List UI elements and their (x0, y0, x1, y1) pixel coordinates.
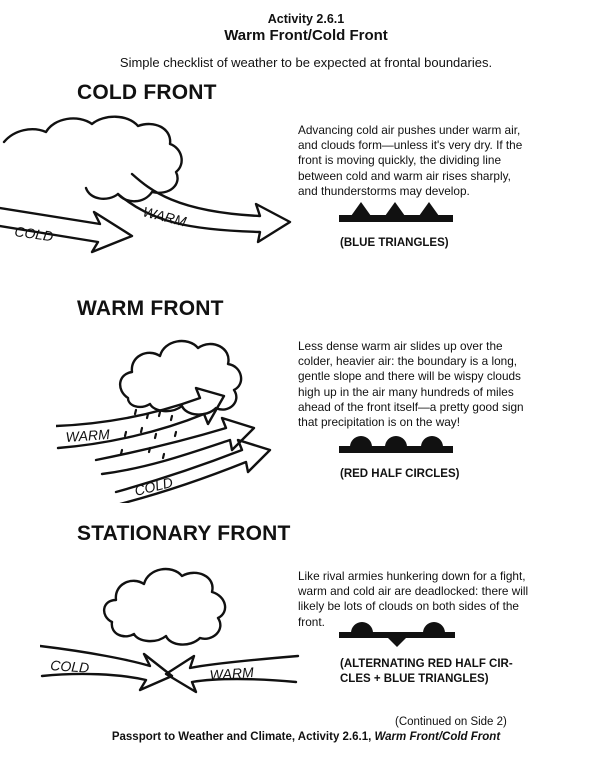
cold-front-symbol-label: (BLUE TRIANGLES) (340, 237, 449, 249)
cold-front-symbol (337, 200, 455, 226)
cold-front-description: Advancing cold air pushes under warm air, and clouds form—unless it's very dry. If the front is moving quickly, the dividing line between cold and warm air rises sharply, and thunderstorms may develop. (298, 123, 523, 198)
stationary-label-line-2: CLES + BLUE TRIANGLES) (340, 673, 489, 685)
half-circle-icon (350, 436, 372, 447)
stationary-front-symbol-label (340, 657, 513, 687)
stationary-front-description: Like rival armies hunkering down for a fight, warm and cold air are deadlocked: there will likely be lots of clouds on both sides of the front. (298, 569, 529, 629)
cold-arrow-label: COLD (49, 657, 90, 676)
stationary-front-cloud-icon (104, 569, 225, 645)
warm-arrow-label: WARM (65, 425, 111, 445)
warm-front-symbol (337, 432, 455, 456)
warm-front-description: Less dense warm air slides up over the colder, heavier air: the boundary is a long, gentle slope and there will be wispy clouds high up in the air many hundreds of miles ahead of the front itself—a pretty good sign that precipitation is on the way! (298, 339, 524, 430)
stationary-front-title: STATIONARY FRONT (77, 522, 291, 545)
warm-arrow-label: WARM (209, 663, 255, 683)
footer-italic-title: Warm Front/Cold Front (374, 731, 501, 743)
cold-air-arrow (96, 418, 254, 474)
cold-arrow-label: COLD (132, 473, 175, 499)
cold-front-title: COLD FRONT (77, 81, 217, 104)
page-title: Warm Front/Cold Front (224, 27, 388, 44)
triangle-icon (385, 202, 405, 216)
page-subtitle: Simple checklist of weather to be expected at frontal boundaries. (119, 55, 493, 70)
warm-arrow-label: WARM (141, 203, 188, 230)
continued-note: (Continued on Side 2) (395, 716, 507, 728)
warm-front-illustration (56, 328, 296, 503)
cold-front-cloud-icon (4, 117, 182, 202)
triangle-icon (351, 202, 371, 216)
half-circle-icon (351, 622, 373, 633)
half-circle-icon (421, 436, 443, 447)
stationary-front-symbol (337, 620, 457, 648)
cold-arrow-label: COLD (13, 223, 55, 245)
front-line (339, 215, 453, 222)
half-circle-icon (385, 436, 407, 447)
warm-front-title: WARM FRONT (77, 297, 224, 320)
cold-front-illustration (0, 112, 295, 267)
triangle-icon (387, 637, 407, 647)
warm-front-symbol-label: (RED HALF CIRCLES) (340, 468, 460, 480)
stationary-front-illustration (40, 560, 300, 705)
activity-number: Activity 2.6.1 (267, 12, 345, 26)
stationary-label-line-1: (ALTERNATING RED HALF CIR- (340, 658, 513, 670)
half-circle-icon (423, 622, 445, 633)
front-line (339, 446, 453, 453)
footer-citation (0, 731, 612, 743)
triangle-icon (419, 202, 439, 216)
footer-prefix: Passport to Weather and Climate, Activity 2.6.1, (111, 731, 375, 743)
